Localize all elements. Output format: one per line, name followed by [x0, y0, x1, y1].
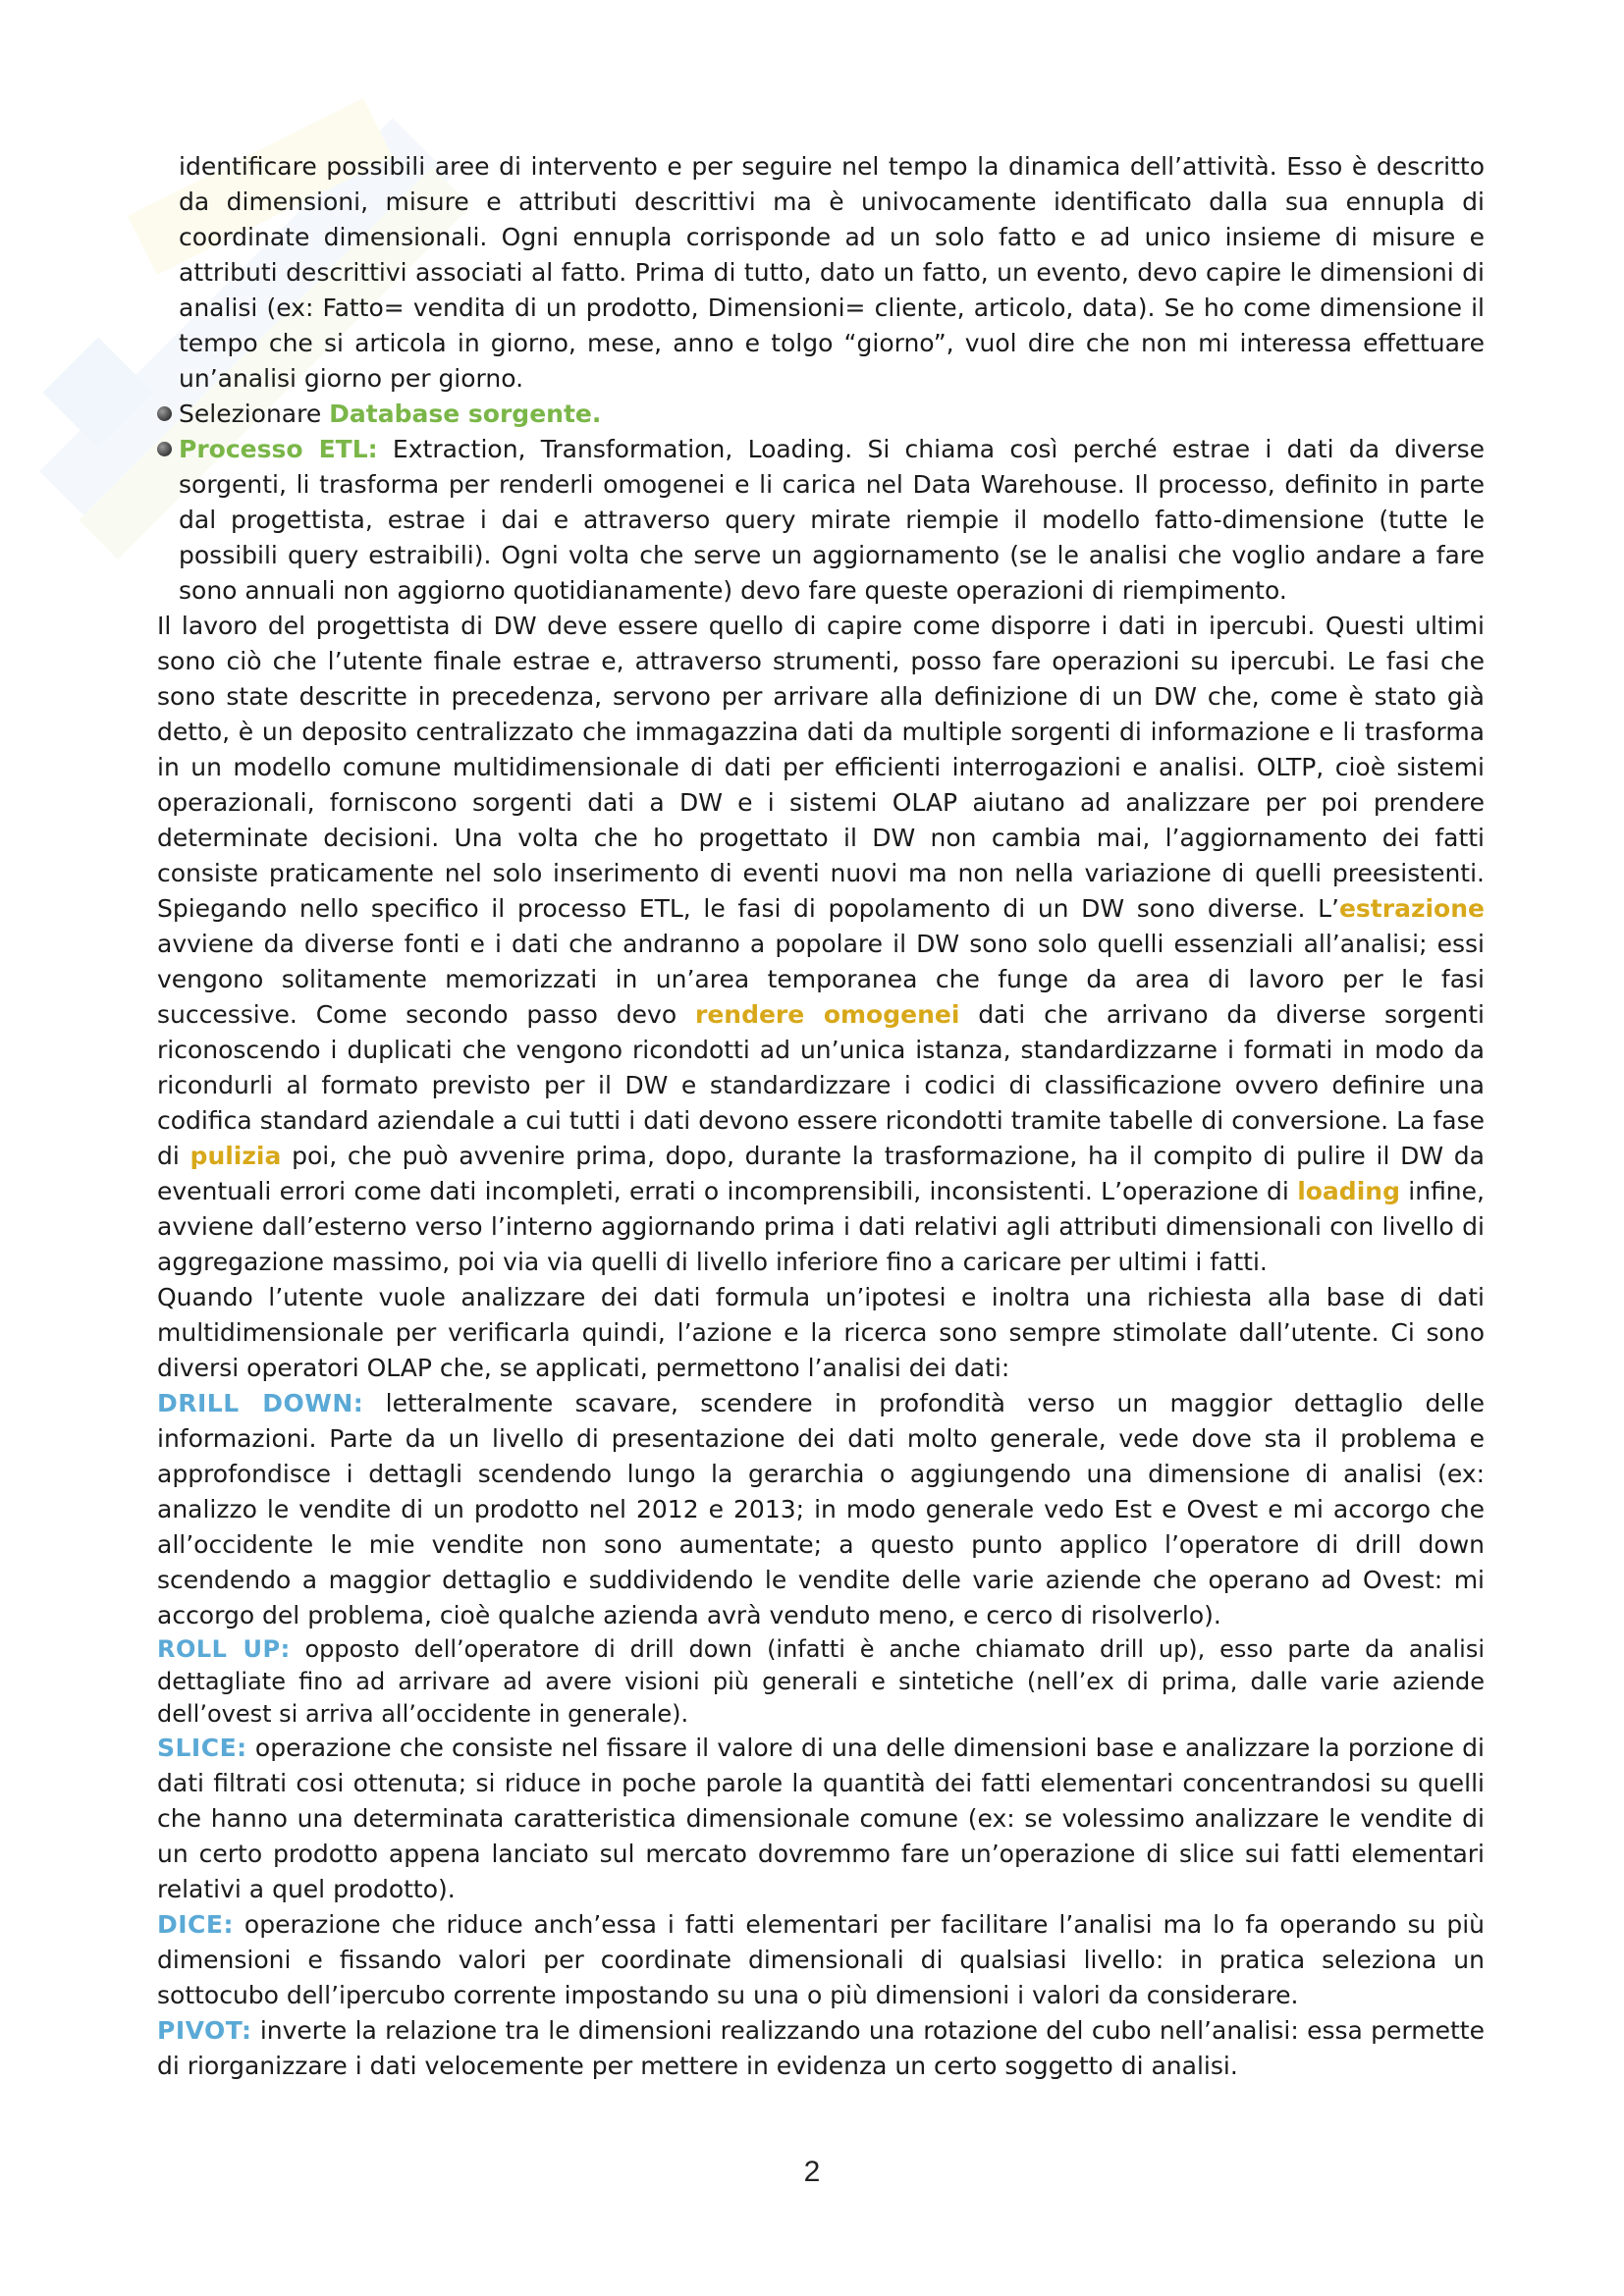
paragraph-intro: identificare possibili aree di intervento e per seguire nel tempo la dinamica dell’attività. Esso è descritto da dimensioni, misure e attributi descrittivi ma è univocamente identificato dalla sua ennupla di coordinate dimensionali. Ogni ennupla corrisponde ad un solo fatto e ad unico insieme di misure e attributi descrittivi associati al fatto. Prima di tutto, dato un fatto, un evento, devo capire le dimensioni di analisi (ex: Fatto= vendita di un prodotto, Dimensioni= cliente, articolo, data). Se ho come dimensione il tempo che si articola in giorno, mese, anno e tolgo “giorno”, vuol dire che non mi interessa effettuare un’analisi giorno per giorno. — [179, 152, 1485, 393]
keyword-pivot: PIVOT: — [157, 2016, 252, 2045]
paragraph-etl-phases — [157, 609, 1485, 1280]
paragraph-olap-intro: Quando l’utente vuole analizzare dei dati formula un’ipotesi e inoltra una richiesta alla base di dati multidimensionale per verificarla quindi, l’azione e la ricerca sono sempre stimolate dall’utente. Ci sono diversi operatori OLAP che, se applicati, permettono l’analisi dei dati: — [157, 1283, 1485, 1382]
operator-pivot — [157, 2013, 1485, 2084]
operator-text: opposto dell’operatore di drill down (infatti è anche chiamato drill up), esso parte da analisi dettagliate fino ad arrivare ad avere visioni più generali e sintetiche (nell’ex di prima, dalle varie aziende dell’ovest si arriva all’occidente in generale). — [157, 1635, 1485, 1728]
keyword-drill-down: DRILL DOWN: — [157, 1389, 364, 1417]
keyword-roll-up: ROLL UP: — [157, 1635, 291, 1663]
operator-dice — [157, 1907, 1485, 2013]
keyword-rendere-omogenei: rendere omogenei — [695, 1000, 960, 1029]
text-segment: avviene da diverse fonti e i dati che andranno a popolare il DW sono solo quelli essenziali all’analisi; essi vengono solitamente memorizzati in un’area temporanea che funge da area di lavoro per le fasi successive. Come secondo passo devo — [157, 930, 1485, 1029]
keyword-dice: DICE: — [157, 1910, 234, 1939]
bullet-icon — [157, 442, 172, 456]
page-body — [157, 149, 1485, 2084]
operator-text: inverte la relazione tra le dimensioni realizzando una rotazione del cubo nell’analisi: essa permette di riorganizzare i dati velocemente per mettere in evidenza un certo soggetto di analisi. — [157, 2016, 1485, 2080]
operator-text: letteralmente scavare, scendere in profondità verso un maggior dettaglio delle informazioni. Parte da un livello di presentazione dei dati molto generale, vede dove sta il problema e approfondisce i dettagli scendendo lungo la gerarchia o aggiungendo una dimensione di analisi (ex: analizzo le vendite di un prodotto nel 2012 e 2013; in modo generale vedo Est e Ovest e mi accorgo che all’occidente le mie vendite non sono aumentate; a questo punto applico l’operatore di drill down scendendo a maggior dettaglio e suddividendo le vendite delle varie aziende che operano ad Ovest: mi accorgo del problema, cioè qualche azienda avrà venduto meno, e cerco di risolverlo). — [157, 1389, 1485, 1629]
bullet-database-sorgente — [157, 397, 1485, 432]
operator-text: operazione che riduce anch’essa i fatti elementari per facilitare l’analisi ma lo fa operando su più dimensioni e fissando valori per coordinate dimensionali di qualsiasi livello: in pratica seleziona un sottocubo dell’ipercubo corrente impostando su una o più dimensioni i valori da considerare. — [157, 1910, 1485, 2009]
keyword-slice: SLICE: — [157, 1734, 247, 1762]
keyword-processo-etl: Processo ETL: — [179, 435, 378, 463]
bullet-icon — [157, 406, 172, 421]
bullet-text: Extraction, Transformation, Loading. Si chiama così perché estrae i dati da diverse sorgenti, li trasforma per renderli omogenei e li carica nel Data Warehouse. Il processo, definito in parte dal progettista, estrae i dai e attraverso query mirate riempie il modello fatto-dimensione (tutte le possibili query estraibili). Ogni volta che serve un aggiornamento (se le analisi che voglio andare a fare sono annuali non aggiorno quotidianamente) devo fare queste operazioni di riempimento. — [179, 435, 1485, 605]
operator-text: operazione che consiste nel fissare il valore di una delle dimensioni base e analizzare la porzione di dati filtrati cosi ottenuta; si riduce in poche parole la quantità dei fatti elementari concentrandosi su quelli che hanno una determinata caratteristica dimensionale comune (ex: se volessimo analizzare le vendite di un certo prodotto appena lanciato sul mercato dovremmo fare un’operazione di slice sui fatti elementari relativi a quel prodotto). — [157, 1734, 1485, 1903]
operator-drill-down — [157, 1386, 1485, 1633]
bullet-processo-etl — [157, 432, 1485, 609]
keyword-estrazione: estrazione — [1338, 894, 1485, 923]
keyword-pulizia: pulizia — [189, 1142, 282, 1170]
operator-slice — [157, 1731, 1485, 1907]
page-number: 2 — [803, 2156, 821, 2188]
text-segment: Il lavoro del progettista di DW deve essere quello di capire come disporre i dati in ipercubi. Questi ultimi sono ciò che l’utente finale estrae e, attraverso strumenti, posso fare operazioni su ipercubi. Le fasi che sono state descritte in precedenza, servono per arrivare alla definizione di un DW che, come è stato già detto, è un deposito centralizzato che immagazzina dati da multiple sorgenti di informazione e li trasforma in un modello comune multidimensionale di dati per efficienti interrogazioni e analisi. OLTP, cioè sistemi operazionali, forniscono sorgenti dati a DW e i sistemi OLAP aiutano ad analizzare per poi prendere determinate decisioni. Una volta che ho progettato il DW non cambia mai, l’aggiornamento dei fatti consiste praticamente nel solo inserimento di eventi nuovi ma non nella variazione di quelli preesistenti. Spiegando nello specifico il processo ETL, le fasi di popolamento di un DW sono diverse. L’ — [157, 612, 1485, 923]
keyword-database-sorgente: Database sorgente. — [329, 400, 602, 428]
bullet-text: Selezionare — [179, 400, 330, 428]
text-segment: infine, avviene dall’esterno verso l’interno aggiornando prima i dati relativi agli attributi dimensionali con livello di aggregazione massimo, poi via via quelli di livello inferiore fino a caricare per ultimi i fatti. — [157, 1177, 1485, 1276]
operator-roll-up — [157, 1633, 1485, 1731]
text-segment: poi, che può avvenire prima, dopo, durante la trasformazione, ha il compito di pulire il DW da eventuali errori come dati incompleti, errati o incomprensibili, inconsistenti. L’operazione di — [157, 1142, 1485, 1205]
keyword-loading: loading — [1297, 1177, 1400, 1205]
text-segment: dati che arrivano da diverse sorgenti riconoscendo i duplicati che vengono ricondotti ad un’unica istanza, standardizzarne i formati in modo da ricondurli al formato previsto per il DW e standardizzare i codici di classificazione ovvero definire una codifica standard aziendale a cui tutti i dati devono essere ricondotti tramite tabelle di conversione. La fase di — [157, 1000, 1486, 1170]
